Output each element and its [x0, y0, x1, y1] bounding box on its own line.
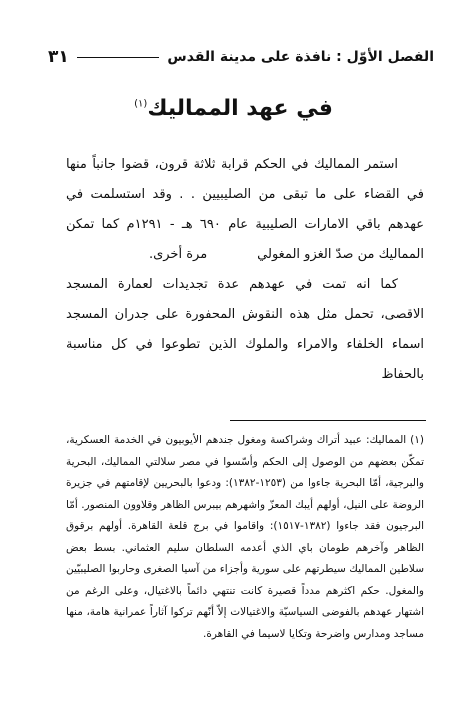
body-text	[66, 150, 424, 390]
paragraph: كما انه تمت في عهدهم عدة تجديدات لعمارة المسجد الاقصى، تحمل مثل هذه النقوش المحفورة على جدران المسجد اسماء الخلفاء والامراء والملوك الذين تطوعوا في كل مناسبة بالحفاظ	[66, 277, 424, 382]
paragraph	[66, 150, 424, 270]
footnote-divider	[230, 420, 426, 421]
section-title	[0, 96, 467, 121]
running-header	[48, 44, 434, 70]
section-title-text: في عهد المماليك	[147, 96, 333, 121]
page-number: ٣١	[48, 47, 69, 67]
footnote	[66, 430, 424, 645]
paragraph-1-text: استمر المماليك في الحكم قرابة ثلاثة قرون، قضوا جانباً منها في القضاء على ما تبقى من الصليبيين . . وقد استسلمت في عهدهم باقي الامارات الصليبية عام ٦٩٠ هـ - ١٢٩١م كما تمكن المماليك من صدّ الغزو المغولي	[66, 157, 424, 262]
header-rule	[77, 57, 160, 58]
chapter-title: الفصل الأوّل : نافذة على مدينة القدس	[167, 49, 434, 65]
footnote-reference: (١)	[134, 98, 148, 110]
paragraph-1-end: مرة أخرى.	[148, 247, 208, 262]
footnote-text: (١) المماليك: عبيد أتراك وشراكسة ومغول جندهم الأيوبيون في الخدمة العسكرية، تمكّن بعضهم من الوصول إلى الحكم وأسّسوا في مصر سلالتي المماليك، البحرية والبرجية، أمّا البحرية جاءوا من (١٢٥٣-١٣٨٢): ودعوا بالبحريين لإقامتهم في جزيرة الروضة على النيل، أولهم أيبك المعزّ واشهرهم بيبرس الظاهر وقلاوون المنصور. أمّا البرجيون فقد جاءوا (١٣٨٢-١٥١٧): واقاموا في برج قلعة القاهرة. أولهم برقوق الظاهر وآخرهم طومان باي الذي أعدمه السلطان سليم العثماني. بسط بعض سلاطين المماليك سيطرتهم على سورية وأجزاء من آسيا الصغرى وحاربوا الصليبيّين والمغول. حكم اكثرهم مدداً قصيرة كانت تنتهي دائماً بالاغتيال، وعلى الرغم من اشتهار عهدهم بالفوضى السياسيّة والاغتيالات إلاّ أنّهم تركوا آثاراً عمرانية هامة، منها مساجد ومدارس واضرحة وتكايا لاسيما في القاهرة.	[66, 434, 424, 640]
